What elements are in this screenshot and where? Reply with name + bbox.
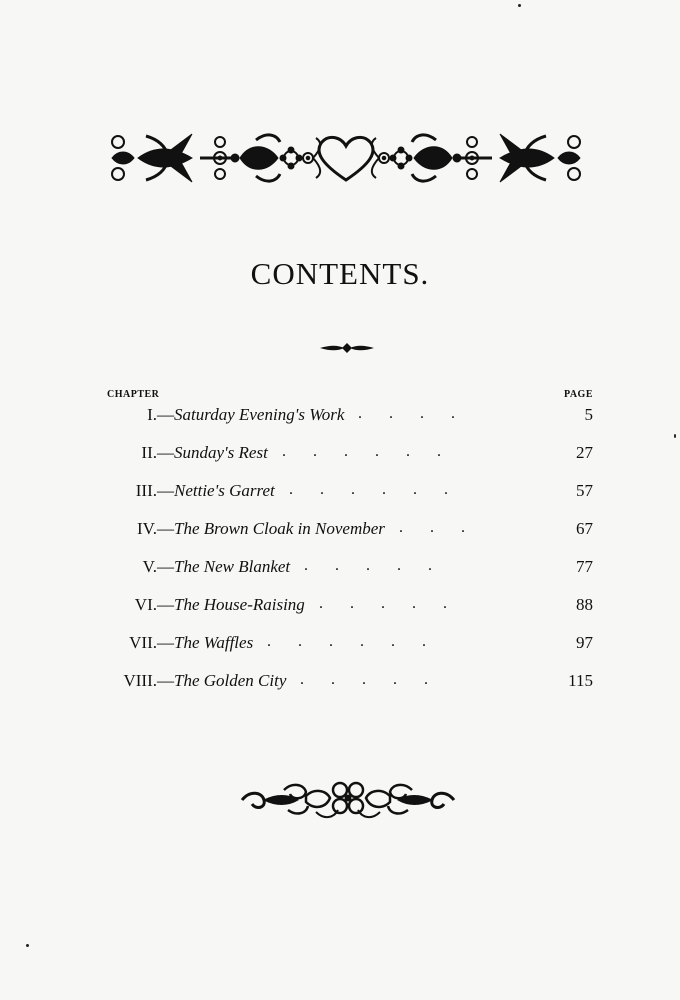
diamond-rule-icon	[318, 342, 376, 354]
chapter-entry	[157, 633, 253, 653]
page-number[interactable]: 77	[576, 557, 593, 576]
chapter-dash: —	[157, 481, 174, 500]
chapter-title[interactable]: Nettie's Garret	[174, 481, 275, 500]
chapter-dash: —	[157, 671, 174, 690]
chapter-dash: —	[157, 519, 174, 538]
ink-speck	[518, 4, 521, 7]
page-number[interactable]: 27	[576, 443, 593, 462]
chapter-dash: —	[157, 405, 174, 424]
page-column-header: PAGE	[563, 389, 593, 400]
toc-row[interactable]	[0, 519, 680, 549]
chapter-numeral: V.	[142, 557, 157, 576]
chapter-numeral: I.	[147, 405, 157, 424]
page-number[interactable]: 57	[576, 481, 593, 500]
toc-row[interactable]	[0, 443, 680, 473]
page-number[interactable]: 97	[576, 633, 593, 652]
dot-leader: .....	[300, 671, 455, 688]
ink-speck	[674, 434, 676, 438]
toc-row[interactable]	[0, 557, 680, 587]
chapter-title[interactable]: The Brown Cloak in November	[174, 519, 385, 538]
page-title: CONTENTS.	[250, 256, 430, 291]
chapter-entry	[157, 405, 344, 425]
toc-row[interactable]	[0, 633, 680, 663]
chapter-title[interactable]: The House-Raising	[174, 595, 305, 614]
chapter-numeral: VIII.	[123, 671, 157, 690]
toc-row[interactable]	[0, 595, 680, 625]
dot-leader: .....	[304, 557, 459, 574]
chapter-dash: —	[157, 633, 174, 652]
chapter-numeral: VI.	[134, 595, 157, 614]
dot-leader: ......	[267, 633, 453, 650]
chapter-dash: —	[157, 557, 174, 576]
chapter-numeral: VII.	[129, 633, 157, 652]
chapter-entry	[157, 481, 275, 501]
ink-speck	[26, 944, 29, 947]
toc-row[interactable]	[0, 481, 680, 511]
chapter-numeral: II.	[141, 443, 157, 462]
chapter-entry	[157, 671, 286, 691]
chapter-entry	[157, 595, 305, 615]
chapter-title[interactable]: The Golden City	[174, 671, 287, 690]
chapter-title[interactable]: The New Blanket	[174, 557, 291, 576]
chapter-entry	[157, 557, 290, 577]
dot-leader: ...	[399, 519, 492, 536]
chapter-title[interactable]: Sunday's Rest	[174, 443, 268, 462]
chapter-numeral: III.	[135, 481, 157, 500]
page-number[interactable]: 67	[576, 519, 593, 538]
chapter-entry	[157, 519, 385, 539]
chapter-dash: —	[157, 595, 174, 614]
toc-row[interactable]	[0, 671, 680, 701]
chapter-title[interactable]: Saturday Evening's Work	[174, 405, 345, 424]
floral-heart-headpiece-icon	[108, 128, 584, 190]
chapter-title[interactable]: The Waffles	[174, 633, 254, 652]
dot-leader: .....	[319, 595, 474, 612]
page-number[interactable]: 5	[584, 405, 593, 424]
dot-leader: ....	[358, 405, 482, 422]
chapter-numeral: IV.	[137, 519, 157, 538]
chapter-column-header: CHAPTER	[107, 389, 160, 400]
page-number[interactable]: 115	[568, 671, 593, 690]
chapter-dash: —	[157, 443, 174, 462]
page-number[interactable]: 88	[576, 595, 593, 614]
dot-leader: ......	[289, 481, 475, 498]
dot-leader: ......	[282, 443, 468, 460]
chapter-entry	[157, 443, 268, 463]
scroll-tailpiece-icon	[240, 776, 456, 822]
toc-row[interactable]	[0, 405, 680, 435]
